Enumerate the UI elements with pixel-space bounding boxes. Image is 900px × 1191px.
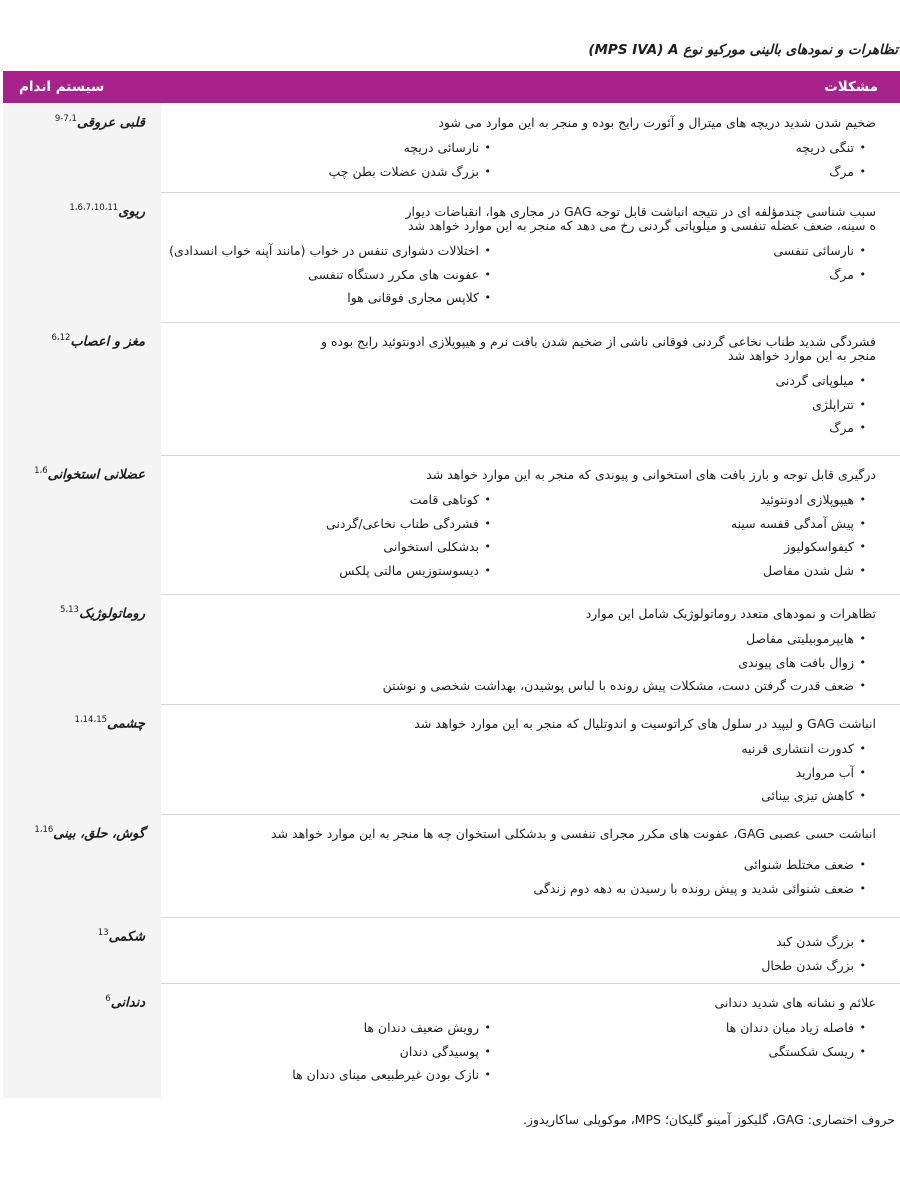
table-row-ent (3, 814, 900, 918)
system-label: گوش، حلق، بینی$^{1،16}$ (34, 825, 145, 842)
table-header (3, 71, 900, 103)
problems-cell (173, 468, 876, 582)
list-item: • بزرگ شدن عضلات بطن چپ (329, 160, 491, 184)
problem-intro: فشردگی شدید طناب نخاعی گردنی فوقانی ناشی از ضخیم شدن بافت نرم و هیپوپلازی ادونتوئید رایج بوده و منجر به این موارد خواهد شد (321, 334, 876, 363)
header-system: سیستم اندام (19, 79, 105, 95)
list-item: • زوال بافت های پیوندی (383, 651, 866, 675)
list-item: • نارسائی تنفسی (773, 239, 866, 263)
reference-number: 6،12 (51, 333, 71, 343)
problem-intro: سبب شناسی چندمؤلفه ای در نتیجه انباشت قابل توجه GAG در مجاری هوا، انقباضات دیوار ه سینه، ضعف عضله تنفسی و میلوپاتی گردنی رخ می دهد که منجر به این موارد خواهد شد (405, 204, 876, 233)
problems-cell (173, 827, 876, 900)
problem-intro: انباشت حسی عصبی GAG، عفونت های مکرر مجرای تنفسی و بدشکلی استخوان چه ها منجر به این موارد خواهد شد (271, 826, 876, 841)
system-label: روماتولوژیک$^{5،13}$ (60, 605, 145, 622)
reference-number: 1،6،7،10،11 (69, 203, 119, 213)
list-item: • ضعف شنوائی شدید و پیش رونده با رسیدن به دهه دوم زندگی (534, 877, 866, 901)
system-cell (3, 814, 161, 917)
bullet-list-right (796, 136, 866, 183)
table-row-abdominal (3, 917, 900, 984)
problem-intro: انباشت GAG و لیپید در سلول های کراتوسیت و اندوتلیال که منجر به این موارد خواهد شد (414, 716, 876, 731)
table-row-neurology (3, 322, 900, 456)
system-cell (3, 455, 161, 594)
list-item: • فشردگی طناب نخاعی/گردنی (326, 512, 491, 536)
bullet-list-right (775, 369, 866, 440)
table-row-ocular (3, 704, 900, 815)
list-item: • پیش آمدگی قفسه سینه (731, 512, 866, 536)
system-cell (3, 983, 161, 1098)
list-item: • شل شدن مفاصل (731, 559, 866, 583)
list-item: • هایپرموبیلیتی مفاصل (383, 627, 866, 651)
list-item: • کاهش تیزی بینائی (741, 784, 866, 808)
bullet-list-right (726, 1016, 866, 1063)
system-label: چشمی$^{1،14،15}$ (74, 715, 145, 732)
table-row-musculoskeletal (3, 455, 900, 595)
problem-intro: درگیری قابل توجه و بارز بافت های استخوانی و پیوندی که منجر به این موارد خواهد شد (426, 467, 876, 482)
bullet-list-left (326, 488, 491, 582)
system-label: عضلانی استخوانی$^{1،6}$ (34, 466, 145, 483)
list-item: • تتراپلژی (775, 393, 866, 417)
problem-intro: ضخیم شدن شدید دریچه های میترال و آئورت رایج بوده و منجر به این موارد می شود (438, 115, 876, 130)
list-item: • دیسوستوزیس مالتی پلکس (326, 559, 491, 583)
bullet-list-left (169, 239, 491, 310)
system-label: شکمی$^{13}$ (97, 928, 145, 945)
bullet-list-right (731, 488, 866, 582)
system-cell (3, 917, 161, 983)
problems-cell (173, 930, 876, 977)
list-item: • مرگ (796, 160, 866, 184)
list-item: • مرگ (773, 263, 866, 287)
table-row-cardiovascular (3, 103, 900, 193)
reference-number: 1،14،15 (74, 715, 108, 725)
system-label: دندانی$^6$ (105, 994, 145, 1011)
list-item: • هیپوپلازی ادونتوئید (731, 488, 866, 512)
problems-cell (173, 996, 876, 1087)
list-item: • کدورت انتشاری قرنیه (741, 737, 866, 761)
list-item: • نارسائی دریچه (329, 136, 491, 160)
bullet-list-left (329, 136, 491, 183)
list-item: • تنگی دریچه (796, 136, 866, 160)
bullet-list-left (292, 1016, 491, 1087)
reference-number: 6 (105, 994, 111, 1004)
table-row-rheumatology (3, 594, 900, 705)
list-item: • میلوپاتی گردنی (775, 369, 866, 393)
list-item: • پوسیدگی دندان (292, 1040, 491, 1064)
bullet-list-right (773, 239, 866, 286)
list-item: • ریسک شکستگی (726, 1040, 866, 1064)
bullet-list-right (741, 737, 866, 808)
list-item: • مرگ (775, 416, 866, 440)
table-row-pulmonary (3, 192, 900, 323)
system-cell (3, 192, 161, 322)
header-problems: مشکلات (824, 79, 878, 95)
list-item: • بزرگ شدن طحال (761, 954, 866, 978)
problems-cell (173, 717, 876, 808)
problems-cell (173, 607, 876, 698)
reference-number: 5،13 (60, 605, 79, 615)
list-item: • ضعف قدرت گرفتن دست، مشکلات پیش رونده با لباس پوشیدن، بهداشت شخصی و نوشتن (383, 674, 866, 698)
system-cell (3, 704, 161, 814)
list-item: • بزرگ شدن کبد (761, 930, 866, 954)
problem-intro: تظاهرات و نمودهای متعدد روماتولوژیک شامل این موارد (585, 606, 876, 621)
list-item: • کلاپس مجاری فوقانی هوا (169, 286, 491, 310)
reference-number: 7،1-9 (54, 114, 77, 124)
reference-number: 1،16 (34, 825, 54, 835)
list-item: • کوتاهی قامت (326, 488, 491, 512)
problems-cell (173, 116, 876, 183)
list-item: • آب مروارید (741, 761, 866, 785)
system-label: قلبی عروقی$^{7،1-9}$ (54, 114, 145, 131)
list-item: • کیفواسکولیوز (731, 535, 866, 559)
list-item: • عفونت های مکرر دستگاه تنفسی (169, 263, 491, 287)
problem-intro: علائم و نشانه های شدید دندانی (714, 995, 876, 1010)
list-item: • اختلالات دشواری تنفس در خواب (مانند آپنه خواب انسدادی) (169, 239, 491, 263)
problems-cell (169, 204, 876, 309)
bullet-list-right (534, 853, 866, 900)
reference-number: 13 (97, 928, 109, 938)
system-cell (3, 594, 161, 704)
problems-cell (173, 335, 876, 440)
list-item: • بدشکلی استخوانی (326, 535, 491, 559)
list-item: • نازک بودن غیرطبیعی مینای دندان ها (292, 1063, 491, 1087)
list-item: • فاصله زیاد میان دندان ها (726, 1016, 866, 1040)
system-cell (3, 103, 161, 192)
table-row-dental (3, 983, 900, 1098)
system-label: ریوی$^{1،6،7،10،11}$ (69, 203, 145, 220)
table-title: تظاهرات و نمودهای بالینی موركيو نوع MPS IVA) A) (588, 42, 898, 58)
list-item: • رویش ضعیف دندان ها (292, 1016, 491, 1040)
reference-number: 1،6 (34, 466, 48, 476)
list-item: • ضعف مختلط شنوائی (534, 853, 866, 877)
abbreviations-footnote: حروف اختصاری: GAG، گلیکوز آمینو گلیکان؛ MPS، موکوپلی ساکاریدوز. (522, 1112, 895, 1127)
system-cell (3, 322, 161, 455)
system-label: مغز و اعصاب$^{6،12}$ (51, 333, 145, 350)
bullet-list-right (383, 627, 866, 698)
bullet-list-right (761, 930, 866, 977)
